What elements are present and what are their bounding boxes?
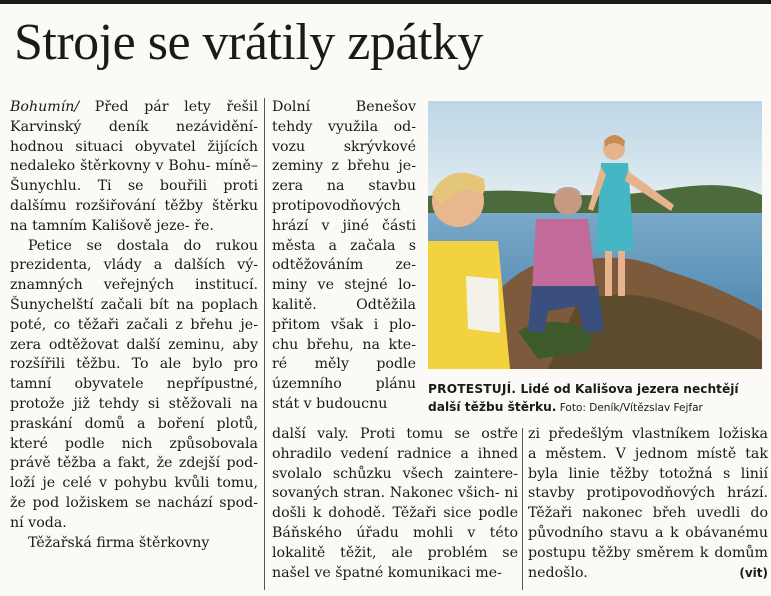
top-rule xyxy=(0,0,771,4)
headline: Stroje se vrátily zpátky xyxy=(14,14,483,71)
caption-lead: PROTESTUJÍ. xyxy=(428,382,517,396)
caption-text: Lidé od Kališova jezera nechtějí další těžbu štěrku. xyxy=(428,382,739,414)
column-1 xyxy=(10,98,258,553)
photo-caption xyxy=(428,380,762,417)
column-3 xyxy=(272,425,518,583)
column-2 xyxy=(272,98,416,415)
column-2-text: Dolní Benešov tehdy využila od- vozu skrývkové zeminy z břehu je- zera na stavbu protipovodňových hrází v jiné části města a začala s odtěžováním ze- miny ve stejné lo- kalitě. Odtěžila přitom však i plo- chu břehu, na kte- ré měly podle územního plánu stát v budoucnu xyxy=(272,99,416,412)
author-signature: (vit) xyxy=(739,565,768,580)
column-3-text: další valy. Proti tomu se ostře ohradilo vedení radnice a ihned svolalo schůzku všech zaintere- sovaných stran. Nakonec všich- ni došli k dohodě. Těžaři sice podle Báňského úřadu mohli v této lokalitě těžit, ale problém se našel ve špatné komunikaci me- xyxy=(272,426,518,581)
paragraph-1 xyxy=(10,98,258,237)
paragraph-3: Těžařská firma štěrkovny xyxy=(28,534,210,551)
paragraph-2: Petice se dostala do rukou prezidenta, vlády a dalších vý- znamných veřejných institucí. Šunychelští začali bít na poplach poté, co těžaři začali z břehu je- zera odtěžovat další zeminu, aby rozšířili těžbu. To ale bylo pro tamní obyvatele nepřípustné, protože již tehdy si stěžovali na praskání domů a boření plotů, které podle nich způsobovala právě těžba a fakt, že zdejší pod- loží je celé v pohybu kvůli tomu, že pod ložiskem se nachází spod- ní voda. xyxy=(10,237,258,531)
column-4 xyxy=(528,425,768,583)
paragraph-1-text: Před pár lety řešil Karvinský deník nezávidění- hodnou situaci obyvatel žijících nedaleko štěrkovny v Bohu- míně–Šunychlu. Ti se bouřili proti dalšímu rozšiřování těžby štěrku na tamním Kališově jeze- ře. xyxy=(10,99,258,234)
photo-credit: Foto: Deník/Vítězslav Fejfar xyxy=(556,402,703,414)
column-4-text xyxy=(528,425,768,583)
article-photo xyxy=(428,101,762,369)
column-divider-1 xyxy=(264,98,265,590)
column-divider-2 xyxy=(522,428,523,590)
dateline: Bohumín/ xyxy=(10,99,80,115)
column-4-body: zi předešlým vlastníkem ložiska a městem. V jednom místě tak byla linie těžby totožná s linií stavby protipovodňových hrází. Těžaři nakonec břeh uvedli do původního stavu a k obávanému postupu těžby směrem k domům nedošlo. xyxy=(528,426,768,581)
photo-illustration xyxy=(428,101,762,369)
